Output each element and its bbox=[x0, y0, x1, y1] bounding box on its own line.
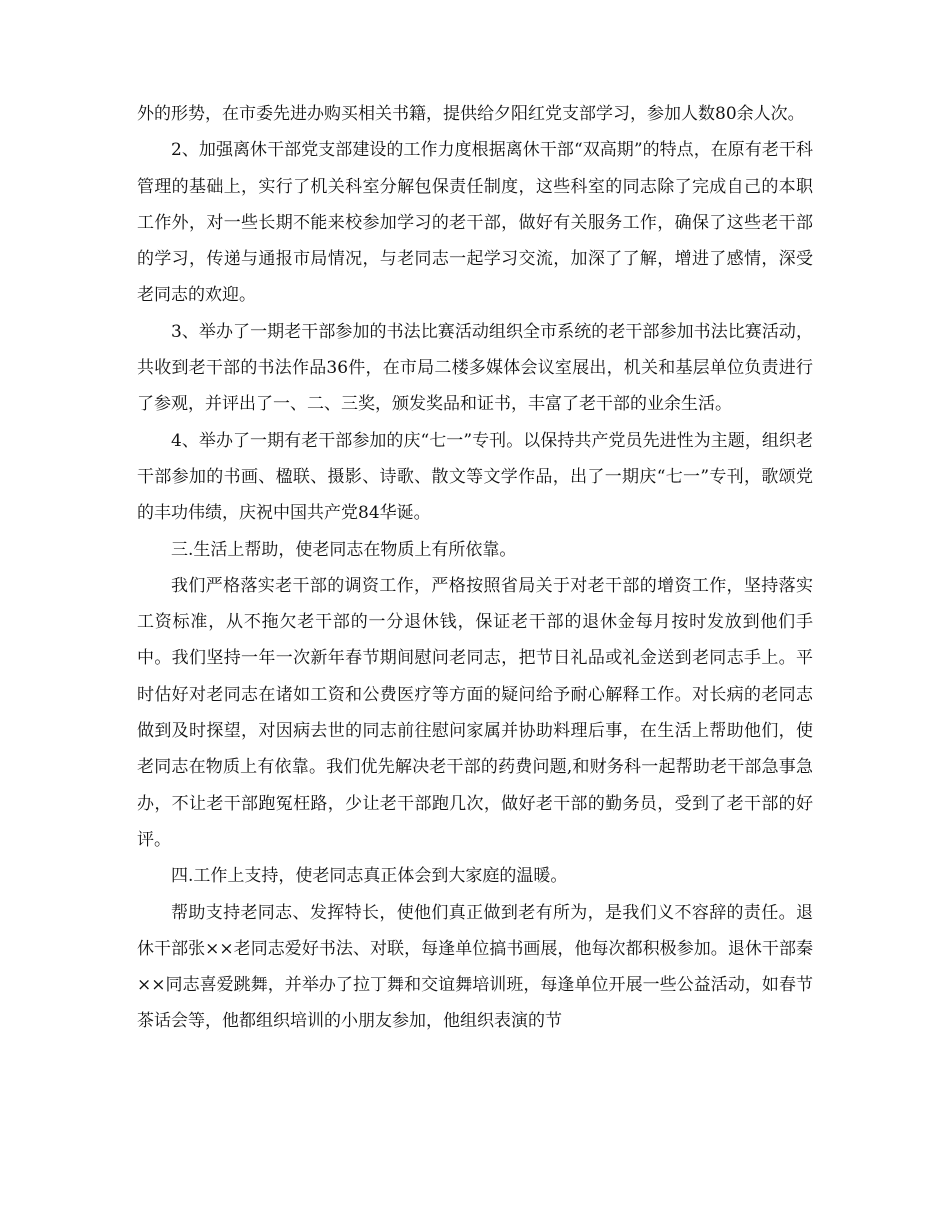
document-page bbox=[137, 96, 813, 1040]
section-heading-3: 三.生活上帮助，使老同志在物质上有所依靠。 bbox=[171, 539, 517, 560]
paragraph-item-4: 4、举办了一期有老干部参加的庆“七一”专刊。以保持共产党员先进性为主题，组织老干部参加的书画、楹联、摄影、诗歌、散文等文学作品，出了一期庆“七一”专刊，歌颂党的丰功伟绩，庆祝中国共产党84华诞。 bbox=[137, 430, 813, 524]
paragraph-item-3: 3、举办了一期老干部参加的书法比赛活动组织全市系统的老干部参加书法比赛活动，共收到老干部的书法作品36件，在市局二楼多媒体会议室展出，机关和基层单位负责进行了参观，并评出了一、二、三奖，颁发奖品和证书，丰富了老干部的业余生活。 bbox=[137, 321, 813, 415]
paragraph-item-2: 2、加强离休干部党支部建设的工作力度根据离休干部“双高期”的特点，在原有老干科管理的基础上，实行了机关科室分解包保责任制度，这些科室的同志除了完成自己的本职工作外，对一些长期不能来校参加学习的老干部，做好有关服务工作，确保了这些老干部的学习，传递与通报市局情况，与老同志一起学习交流，加深了了解，增进了感情，深受老同志的欢迎。 bbox=[137, 140, 813, 306]
paragraph-continued: 外的形势，在市委先进办购买相关书籍，提供给夕阳红党支部学习，参加人数80余人次。 bbox=[137, 104, 805, 124]
paragraph-life-support: 我们严格落实老干部的调资工作，严格按照省局关于对老干部的增资工作，坚持落实工资标准，从不拖欠老干部的一分退休钱，保证老干部的退休金每月按时发放到他们手中。我们坚持一年一次新年春节期间慰问老同志，把节日礼品或礼金送到老同志手上。平时估好对老同志在诸如工资和公费医疗等方面的疑问给予耐心解释工作。对长病的老同志做到及时探望，对因病去世的同志前往慰问家属并协助料理后事，在生活上帮助他们，使老同志在物质上有依靠。我们优先解决老干部的药费问题,和财务科一起帮助老干部急事急办，不让老干部跑冤枉路，少让老干部跑几次，做好老干部的勤务员，受到了老干部的好评。 bbox=[137, 575, 813, 850]
section-heading-4: 四.工作上支持，使老同志真正体会到大家庭的温暖。 bbox=[171, 866, 568, 887]
paragraph-work-support: 帮助支持老同志、发挥特长，使他们真正做到老有所为，是我们义不容辞的责任。退休干部张××老同志爱好书法、对联，每逢单位搞书画展，他每次都积极参加。退休干部秦××同志喜爱跳舞，并举办了拉丁舞和交谊舞培训班，每逢单位开展一些公益活动，如春节茶话会等，他都组织培训的小朋友参加，他组织表演的节 bbox=[137, 902, 813, 1032]
